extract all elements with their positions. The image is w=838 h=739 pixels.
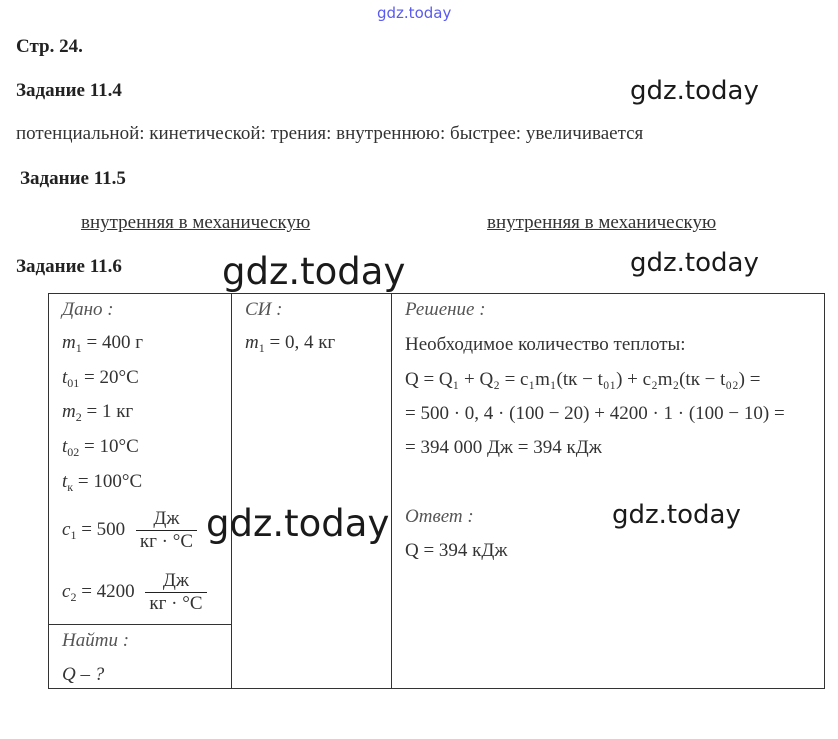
unit-fraction: $\frac{Дж}{кг \cdot ^\circ C}$ bbox=[136, 509, 197, 552]
table-divider bbox=[231, 294, 232, 688]
answer-header: Ответ : bbox=[405, 506, 474, 527]
si-m1: $m_1 = 0$, 4 кг bbox=[245, 332, 336, 355]
solution-line-4: = 394 000 Дж = 394 кДж bbox=[405, 437, 602, 458]
find-header: Найти : bbox=[62, 630, 130, 651]
table-divider bbox=[49, 624, 232, 625]
unit-fraction: $\frac{Дж}{кг \cdot ^\circ C}$ bbox=[145, 571, 206, 614]
si-header: СИ : bbox=[245, 299, 283, 320]
given-t01: $t_{01} = 20^\circ C$ bbox=[62, 367, 139, 390]
given-c1: $c_1 = 500$ $\frac{Дж}{кг \cdot ^\circ C}$ bbox=[62, 509, 197, 552]
answer-value: Q = 394 кДж bbox=[405, 540, 508, 561]
watermark: gdz.today bbox=[612, 500, 741, 530]
task-11-4-title: Задание 11.4 bbox=[16, 80, 122, 101]
find-q: Q – ? bbox=[62, 664, 105, 685]
given-tk: $t_к = 100^\circ C$ bbox=[62, 471, 143, 494]
task-11-5-title: Задание 11.5 bbox=[20, 168, 126, 189]
task-11-5-answer-right: внутренняя в механическую bbox=[487, 212, 717, 233]
solution-line-3: = 500 · 0, 4 · (100 − 20) + 4200 · 1 · (100 − 10) = bbox=[405, 403, 785, 424]
solution-table bbox=[48, 293, 825, 689]
task-11-4-answer: потенциальной: кинетической: трения: внутреннюю: быстрее: увеличивается bbox=[16, 123, 644, 144]
solution-line-2: Q = Q₁ + Q₂ = c₁m₁(tк − t₀₁) + c₂m₂(tк − t₀₂) = bbox=[405, 369, 761, 390]
task-11-5-answer-left: внутренняя в механическую bbox=[81, 212, 311, 233]
given-header: Дано : bbox=[62, 299, 114, 320]
watermark: gdz.today bbox=[222, 250, 406, 293]
watermark: gdz.today bbox=[630, 76, 759, 106]
watermark: gdz.today bbox=[206, 502, 390, 545]
given-c2: $c_2 = 4200$ $\frac{Дж}{кг \cdot ^\circ C}$ bbox=[62, 571, 207, 614]
solution-header: Решение : bbox=[405, 299, 486, 320]
solution-line-1: Необходимое количество теплоты: bbox=[405, 334, 686, 355]
page-number: Стр. 24. bbox=[16, 36, 83, 57]
table-divider bbox=[391, 294, 392, 688]
watermark-top: gdz.today bbox=[377, 4, 452, 22]
task-11-6-title: Задание 11.6 bbox=[16, 256, 122, 277]
given-m1: $m_1 = 400$ г bbox=[62, 332, 143, 355]
given-m2: $m_2 = 1$ кг bbox=[62, 401, 134, 424]
watermark: gdz.today bbox=[630, 248, 759, 278]
given-t02: $t_{02} = 10^\circ C$ bbox=[62, 436, 139, 459]
